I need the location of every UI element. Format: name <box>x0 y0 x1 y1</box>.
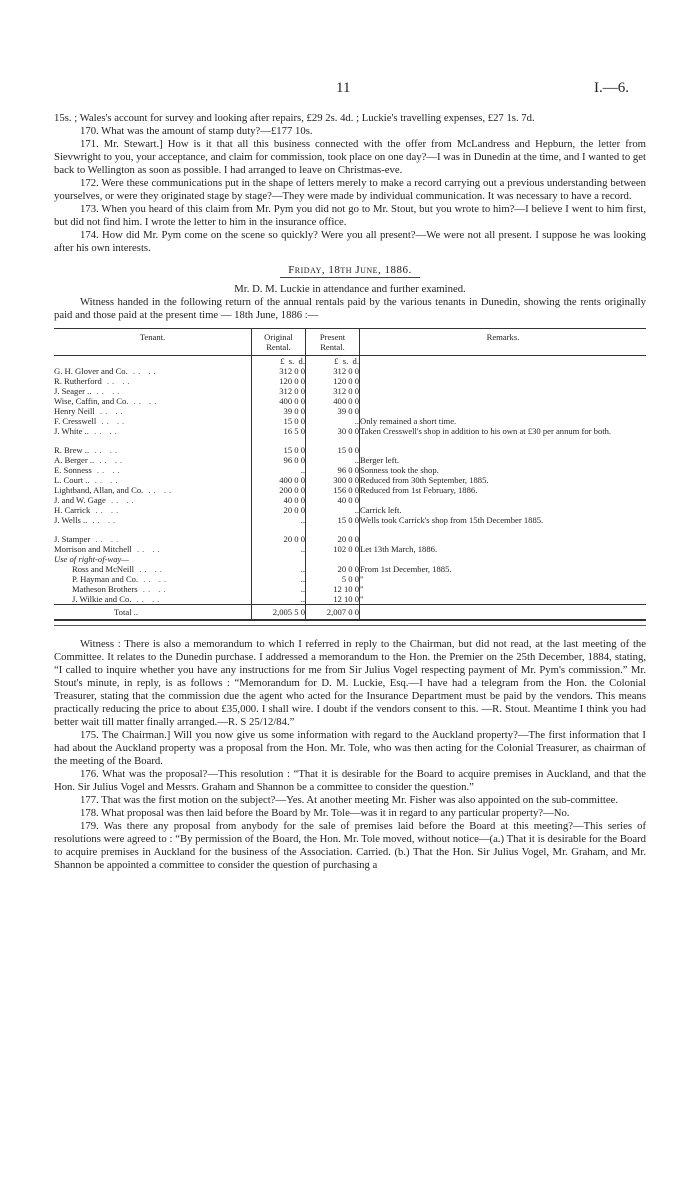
currency-original: £ s. d. <box>252 356 306 367</box>
present-rental: 156 0 0 <box>306 485 360 495</box>
tenant-name: J. Stamper <box>54 534 91 544</box>
original-rental: 96 0 0 <box>252 455 306 465</box>
original-rental: .. <box>252 465 306 475</box>
tenant-cell <box>54 445 252 455</box>
present-rental: 102 0 0 <box>306 544 360 554</box>
total-label-text: Total .. <box>114 607 138 617</box>
gap-cell <box>252 525 306 534</box>
col-header-remarks: Remarks. <box>360 329 647 356</box>
original-rental: 16 5 0 <box>252 426 306 436</box>
paragraph: 174. How did Mr. Pym come on the scene so quickly? Were you all present?—We were not all present. I suppose he was looking after his own interests. <box>54 229 646 254</box>
tenant-name: R. Brew .. <box>54 445 90 455</box>
original-rental: .. <box>252 544 306 554</box>
table-bottom-rule <box>54 625 646 626</box>
leader-dots: .. .. <box>89 475 121 485</box>
total-present: 2,007 0 0 <box>306 605 360 621</box>
gap-cell <box>306 525 360 534</box>
tenant-cell <box>54 564 252 574</box>
paragraph: Witness : There is also a memorandum to which I referred in reply to the Chairman, but did not read, at the last meeting of the Committee. It relates to the Dunedin purchase. I addressed a memorandum to the Hon. the Premier on the 25th December, 1884, stating, “I called to inquire whether you have any instructions for me from Sir Julius Vogel respecting payment of Mr. Pym's commission.” Mr. Stout's minute, in reply, is as follows : “Memorandum for D. M. Luckie, Esq.—I have had a telegram from the Hon. the Colonial Treasurer, stating that the commission due the agent who acted for the Insurance Department must be paid by the vendors. This means practically reducing the price to about £35,000. I shall wire. I doubt if the vendors consent to this. —R. Stout. Meantime I think you had better wait till matter finally arranged.—R. S 25/12/84.” <box>54 638 646 728</box>
gap-cell <box>252 436 306 445</box>
paragraph: 171. Mr. Stewart.] How is it that all this business connected with the offer from McLandress and Hepburn, the letter from Sievwright to you, your acceptance, and claim for commission, took place on one day?—I was in Dunedin at the time, and I wanted to get back to Wellington as soon as possible. I had arranged to leave on Christmas-eve. <box>54 138 646 176</box>
table-row <box>54 465 646 475</box>
table-row <box>54 485 646 495</box>
remark: Carrick left. <box>360 505 402 515</box>
tenant-cell <box>54 505 252 515</box>
total-label <box>54 605 252 621</box>
tenant-cell <box>54 534 252 544</box>
tenant-cell <box>54 574 252 584</box>
leader-dots: .. .. <box>143 485 175 495</box>
remark <box>360 534 647 544</box>
leader-dots: .. .. <box>137 584 169 594</box>
tenant-cell <box>54 485 252 495</box>
remark: Let 13th March, 1886. <box>360 544 438 554</box>
original-rental: 20 0 0 <box>252 534 306 544</box>
tenant-cell <box>54 515 252 525</box>
leader-dots: .. .. <box>94 455 126 465</box>
present-rental: 15 0 0 <box>306 515 360 525</box>
rental-table <box>54 328 646 621</box>
leader-dots: .. .. <box>134 564 165 574</box>
total-remark-spacer <box>360 605 647 621</box>
gap-cell <box>54 525 252 534</box>
table-row <box>54 445 646 455</box>
leader-dots: .. .. <box>131 544 163 554</box>
original-rental: 400 0 0 <box>252 475 306 485</box>
page-number: 11 <box>336 80 351 96</box>
tenant-cell <box>54 544 252 554</box>
tenant-cell <box>54 455 252 465</box>
paragraph: 15s. ; Wales's account for survey and looking after repairs, £29 2s. 4d. ; Luckie's travelling expenses, £27 1s. 7d. <box>54 112 535 124</box>
present-rental: 15 0 0 <box>306 445 360 455</box>
table-row <box>54 544 646 554</box>
present-rental: 30 0 0 <box>306 426 360 436</box>
table-row <box>54 406 646 416</box>
original-rental: .. <box>252 564 306 574</box>
currency-present: £ s. d. <box>306 356 360 367</box>
document-reference: I.—6. <box>594 80 629 96</box>
present-rental <box>306 554 360 564</box>
present-rental: 40 0 0 <box>306 495 360 505</box>
paragraph: 177. That was the first motion on the subject?—Yes. At another meeting Mr. Fisher was also appointed on the sub-committee. <box>80 794 619 806</box>
leader-dots: .. .. <box>94 406 126 416</box>
tenant-name: E. Sonness <box>54 465 92 475</box>
original-rental: 120 0 0 <box>252 376 306 386</box>
currency-spacer <box>54 356 252 367</box>
tenant-name: J. Seager .. <box>54 386 92 396</box>
leader-dots: .. .. <box>131 594 163 604</box>
tenant-name: J. and W. Gage <box>54 495 106 505</box>
col-header-present: Present Rental. <box>306 329 360 356</box>
remark: From 1st December, 1885. <box>360 564 452 574</box>
tenant-cell <box>54 416 252 426</box>
original-rental: .. <box>252 574 306 584</box>
group-gap <box>54 525 646 534</box>
table-row <box>54 475 646 485</box>
original-rental: 15 0 0 <box>252 416 306 426</box>
present-rental: 12 10 0 <box>306 584 360 594</box>
remark <box>360 406 647 416</box>
currency-row <box>54 356 646 367</box>
remark <box>360 376 647 386</box>
leader-dots: .. .. <box>127 366 159 376</box>
original-rental: 400 0 0 <box>252 396 306 406</box>
page-header <box>0 80 700 100</box>
leader-dots: .. .. <box>89 445 120 455</box>
original-rental: 39 0 0 <box>252 406 306 416</box>
tenant-name: Use of right-of-way— <box>54 554 129 564</box>
paragraph: 176. What was the proposal?—This resolution : “That it is desirable for the Board to acquire premises in Auckland, and that the Hon. Sir Julius Vogel and Messrs. Graham and Shannon be a committee to consider the question.” <box>54 768 646 793</box>
present-rental: .. <box>306 455 360 465</box>
present-rental: 20 0 0 <box>306 564 360 574</box>
original-rental: 40 0 0 <box>252 495 306 505</box>
original-rental: 312 0 0 <box>252 366 306 376</box>
leader-dots: .. .. <box>90 534 122 544</box>
remark <box>360 366 647 376</box>
gap-cell <box>54 436 252 445</box>
remark: Berger left. <box>360 455 399 465</box>
present-rental: 300 0 0 <box>306 475 360 485</box>
tenant-name: Matheson Brothers <box>72 584 138 594</box>
tenant-name: Lightband, Allan, and Co. <box>54 485 144 495</box>
tenant-cell <box>54 594 252 605</box>
date-heading: Friday, 18th June, 1886. <box>288 264 412 276</box>
paragraph: 178. What proposal was then laid before the Board by Mr. Tole—was it in regard to any particular property?—No. <box>80 807 570 819</box>
tenant-name: Morrison and Mitchell <box>54 544 132 554</box>
tenant-name: J. White .. <box>54 426 89 436</box>
total-original: 2,005 5 0 <box>252 605 306 621</box>
tenant-name: Wise, Caffin, and Co. <box>54 396 129 406</box>
tenant-cell <box>54 386 252 396</box>
gap-cell <box>360 436 647 445</box>
table-row <box>54 515 646 525</box>
tenant-name: F. Cresswell <box>54 416 97 426</box>
remark: Wells took Carrick's shop from 15th December 1885. <box>360 515 544 525</box>
table-row <box>54 564 646 574</box>
leader-dots: .. .. <box>87 515 119 525</box>
original-rental: 312 0 0 <box>252 386 306 396</box>
table-row <box>54 426 646 436</box>
leader-dots: .. .. <box>88 426 120 436</box>
table-row <box>54 505 646 515</box>
leader-dots: .. .. <box>101 376 133 386</box>
paragraph: 172. Were these communications put in the shape of letters merely to make a record carrying out a previous understanding between yourselves, or were they originated stage by stage?—They were made by individual communication. It was necessary to have a record. <box>54 177 646 202</box>
paragraph: 173. When you heard of this claim from Mr. Pym you did not go to Mr. Stout, but you wrote to him?—I believe I went to him first, but did not find him. I wrote the letter to him in the insurance office. <box>54 203 646 228</box>
remark <box>360 554 647 564</box>
remark <box>360 396 647 406</box>
remark: " <box>360 584 364 594</box>
present-rental: 39 0 0 <box>306 406 360 416</box>
tenant-name: J. Wilkie and Co. <box>72 594 132 604</box>
attendance-line: Mr. D. M. Luckie in attendance and further examined. <box>234 283 466 295</box>
present-rental: 5 0 0 <box>306 574 360 584</box>
present-rental: 312 0 0 <box>306 366 360 376</box>
original-rental: .. <box>252 594 306 605</box>
table-row <box>54 396 646 406</box>
table-row <box>54 376 646 386</box>
remark: Taken Cresswell's shop in addition to his own at £30 per annum for both. <box>360 426 612 436</box>
tenant-name: J. Wells .. <box>54 515 88 525</box>
table-row <box>54 554 646 564</box>
original-rental: 15 0 0 <box>252 445 306 455</box>
present-rental: 96 0 0 <box>306 465 360 475</box>
present-rental: .. <box>306 505 360 515</box>
tenant-cell <box>54 376 252 386</box>
leader-dots: .. .. <box>91 465 123 475</box>
remark: " <box>360 594 364 604</box>
paragraph: 175. The Chairman.] Will you now give us some information with regard to the Auckland property?—The first information that I had about the Auckland property was a proposal from the Hon. Mr. Tole, who was then acting for the Colonial Treasurer, as chairman of the meeting of the Board. <box>54 729 646 767</box>
table-row <box>54 594 646 605</box>
tenant-cell <box>54 406 252 416</box>
table-row <box>54 416 646 426</box>
table-row <box>54 455 646 465</box>
remark: Only remained a short time. <box>360 416 457 426</box>
tenant-name: L. Court .. <box>54 475 90 485</box>
remark: Reduced from 30th September, 1885. <box>360 475 489 485</box>
tenant-cell <box>54 426 252 436</box>
gap-cell <box>306 436 360 445</box>
original-rental: 200 0 0 <box>252 485 306 495</box>
tenant-cell <box>54 396 252 406</box>
original-rental: .. <box>252 584 306 594</box>
original-rental <box>252 554 306 564</box>
remark <box>360 445 647 455</box>
tenant-cell <box>54 584 252 594</box>
leader-dots: .. .. <box>128 396 160 406</box>
currency-remark-spacer <box>360 356 647 367</box>
remark <box>360 386 647 396</box>
tenant-cell <box>54 475 252 485</box>
remark: Reduced from 1st February, 1886. <box>360 485 478 495</box>
col-header-original: Original Rental. <box>252 329 306 356</box>
leader-dots: .. .. <box>90 505 122 515</box>
page-body <box>54 112 646 872</box>
tenant-name: Henry Neill <box>54 406 95 416</box>
leader-dots: .. .. <box>91 386 123 396</box>
paragraph: 170. What was the amount of stamp duty?—£177 10s. <box>80 125 313 137</box>
present-rental: 312 0 0 <box>306 386 360 396</box>
present-rental: 120 0 0 <box>306 376 360 386</box>
tenant-cell <box>54 366 252 376</box>
present-rental: 20 0 0 <box>306 534 360 544</box>
present-rental: 400 0 0 <box>306 396 360 406</box>
table-body <box>54 356 646 621</box>
tenant-name: P. Hayman and Co. <box>72 574 139 584</box>
tenant-name: Ross and McNeill <box>72 564 135 574</box>
table-row <box>54 584 646 594</box>
leader-dots: .. .. <box>96 416 128 426</box>
table-row <box>54 534 646 544</box>
gap-cell <box>360 525 647 534</box>
original-rental: 20 0 0 <box>252 505 306 515</box>
tenant-name: R. Rutherford <box>54 376 102 386</box>
remark: Sonness took the shop. <box>360 465 439 475</box>
leader-dots: .. .. <box>138 574 170 584</box>
present-rental: 12 10 0 <box>306 594 360 605</box>
tenant-name: A. Berger .. <box>54 455 95 465</box>
table-row <box>54 495 646 505</box>
tenant-name: H. Carrick <box>54 505 91 515</box>
original-rental: .. <box>252 515 306 525</box>
group-gap <box>54 436 646 445</box>
col-header-tenant: Tenant. <box>54 329 252 356</box>
paragraph: 179. Was there any proposal from anybody for the sale of premises laid before the Board at this meeting?—This series of resolutions were agreed to : “By permission of the Board, the Hon. Mr. Tole moved, without notice—(a.) That it is desirable for the Board to acquire premises in Auckland for the business of the Association. Carried. (b.) That the Hon. Sir Julius Vogel, Mr. Graham, and Mr. Shannon be appointed a committee to consider the question of purchasing a <box>54 820 646 871</box>
tenant-cell <box>54 465 252 475</box>
table-row <box>54 366 646 376</box>
tenant-cell <box>54 495 252 505</box>
heading-rule <box>280 277 420 278</box>
witness-intro: Witness handed in the following return of the annual rentals paid by the various tenants in Dunedin, showing the rents originally paid and those paid at the present time — 18th June, 1886 :— <box>54 296 646 321</box>
table-row <box>54 386 646 396</box>
total-row <box>54 605 646 621</box>
tenant-name: G. H. Glover and Co. <box>54 366 128 376</box>
tenant-cell <box>54 554 252 564</box>
remark: " <box>360 574 364 584</box>
present-rental: .. <box>306 416 360 426</box>
leader-dots: .. .. <box>105 495 137 505</box>
table-row <box>54 574 646 584</box>
remark <box>360 495 647 505</box>
